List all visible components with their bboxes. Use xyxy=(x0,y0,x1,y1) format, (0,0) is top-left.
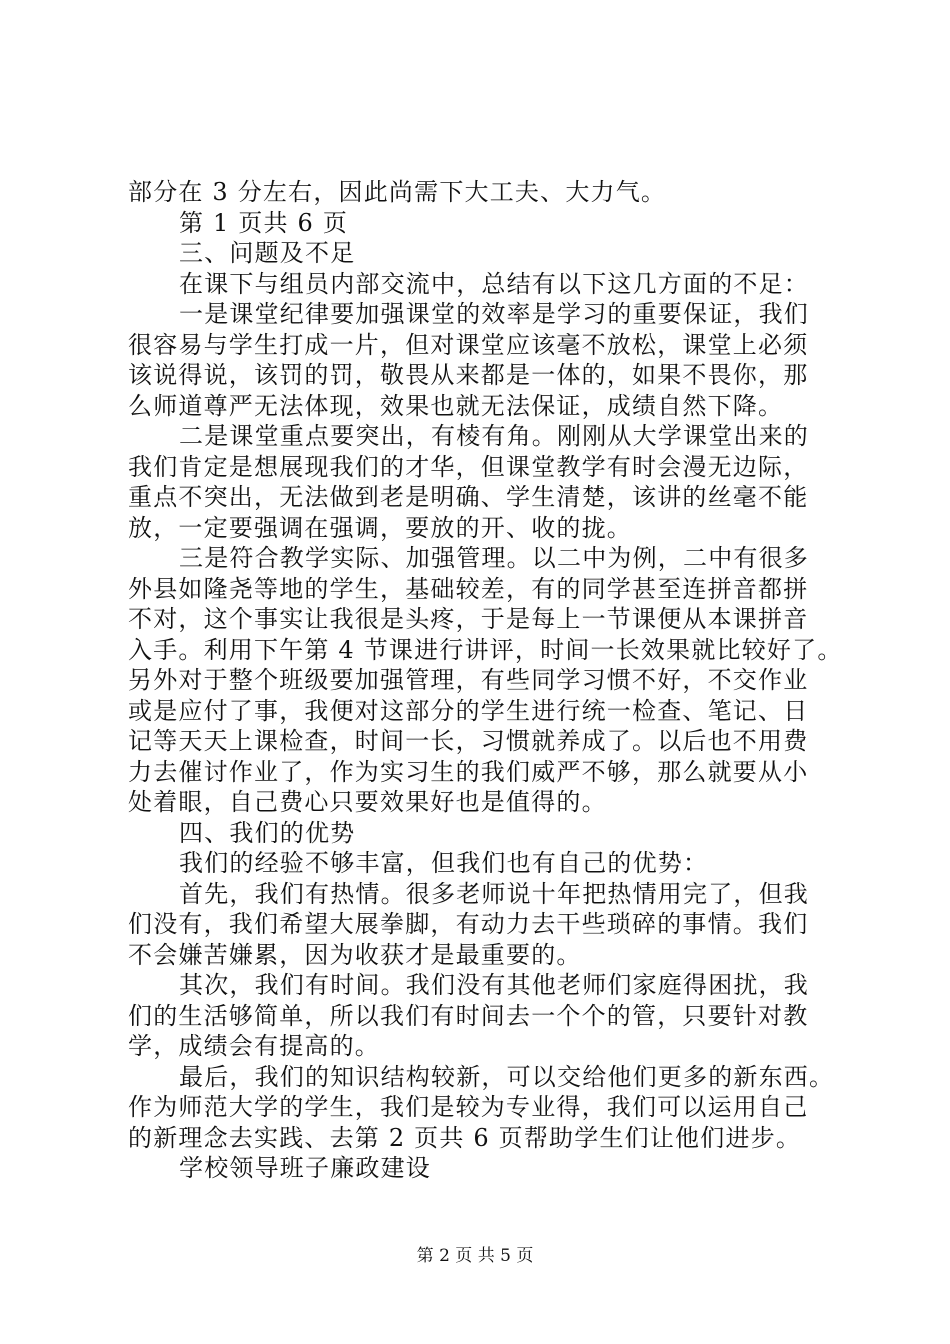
text-line: 力去催讨作业了，作为实习生的我们威严不够，那么就要从小 xyxy=(128,757,809,786)
text-line: 学校领导班子廉政建设 xyxy=(179,1154,431,1182)
text-line: 二是课堂重点要突出，有棱有角。刚刚从大学课堂出来的 xyxy=(179,422,809,450)
text-line: 首先，我们有热情。很多老师说十年把热情用完了，但我 xyxy=(179,879,809,908)
text-line: 我们肯定是想展现我们的才华，但课堂教学有时会漫无边际， xyxy=(128,452,809,481)
text-line: 外县如隆尧等地的学生，基础较差，有的同学甚至连拼音都拼 xyxy=(128,574,809,603)
text-line: 三是符合教学实际、加强管理。以二中为例，二中有很多 xyxy=(179,544,809,572)
text-line: 的新理念去实践、去第 2 页共 6 页帮助学生们让他们进步。 xyxy=(128,1123,802,1152)
text-line: 四、我们的优势 xyxy=(179,818,356,847)
text-line: 一是课堂纪律要加强课堂的效率是学习的重要保证，我们 xyxy=(179,300,809,328)
text-line: 最后，我们的知识结构较新，可以交给他们更多的新东西。 xyxy=(179,1062,835,1091)
text-line: 入手。利用下午第 4 节课进行讲评，时间一长效果就比较好了。 xyxy=(128,635,843,664)
text-line: 部分在 3 分左右，因此尚需下大工夫、大力气。 xyxy=(128,178,667,206)
text-line: 处着眼，自己费心只要效果好也是值得的。 xyxy=(128,788,607,816)
document-body xyxy=(128,177,848,1184)
text-line: 么师道尊严无法体现，效果也就无法保证，成绩自然下降。 xyxy=(128,391,784,420)
text-line: 作为师范大学的学生，我们是较为专业得，我们可以运用自己 xyxy=(128,1093,809,1121)
text-line: 在课下与组员内部交流中，总结有以下这几方面的不足： xyxy=(179,269,809,298)
text-line: 放，一定要强调在强调，要放的开、收的拢。 xyxy=(128,513,632,542)
text-line: 们的生活够简单，所以我们有时间去一个个的管，只要针对教 xyxy=(128,1001,809,1030)
text-line: 第 1 页共 6 页 xyxy=(179,208,349,237)
page-footer: 第 2 页 共 5 页 xyxy=(416,1246,534,1266)
text-line: 不会嫌苦嫌累，因为收获才是最重要的。 xyxy=(128,940,582,969)
text-line: 学，成绩会有提高的。 xyxy=(128,1032,380,1060)
text-line: 三、问题及不足 xyxy=(179,239,356,267)
text-line: 我们的经验不够丰富，但我们也有自己的优势： xyxy=(179,849,709,877)
text-line: 其次，我们有时间。我们没有其他老师们家庭得困扰，我 xyxy=(179,971,809,999)
text-line: 很容易与学生打成一片，但对课堂应该毫不放松，课堂上必须 xyxy=(128,330,809,359)
text-line: 不对，这个事实让我很是头疼，于是每上一节课便从本课拼音 xyxy=(128,605,809,633)
text-line: 或是应付了事，我便对这部分的学生进行统一检查、笔记、日 xyxy=(128,696,809,725)
text-line: 该说得说，该罚的罚，敬畏从来都是一体的，如果不畏你，那 xyxy=(128,361,809,389)
text-line: 另外对于整个班级要加强管理，有些同学习惯不好，不交作业 xyxy=(128,666,809,694)
text-line: 记等天天上课检查，时间一长，习惯就养成了。以后也不用费 xyxy=(128,727,809,755)
text-line: 们没有，我们希望大展拳脚，有动力去干些琐碎的事情。我们 xyxy=(128,910,809,938)
text-line: 重点不突出，无法做到老是明确、学生清楚，该讲的丝毫不能 xyxy=(128,483,809,511)
